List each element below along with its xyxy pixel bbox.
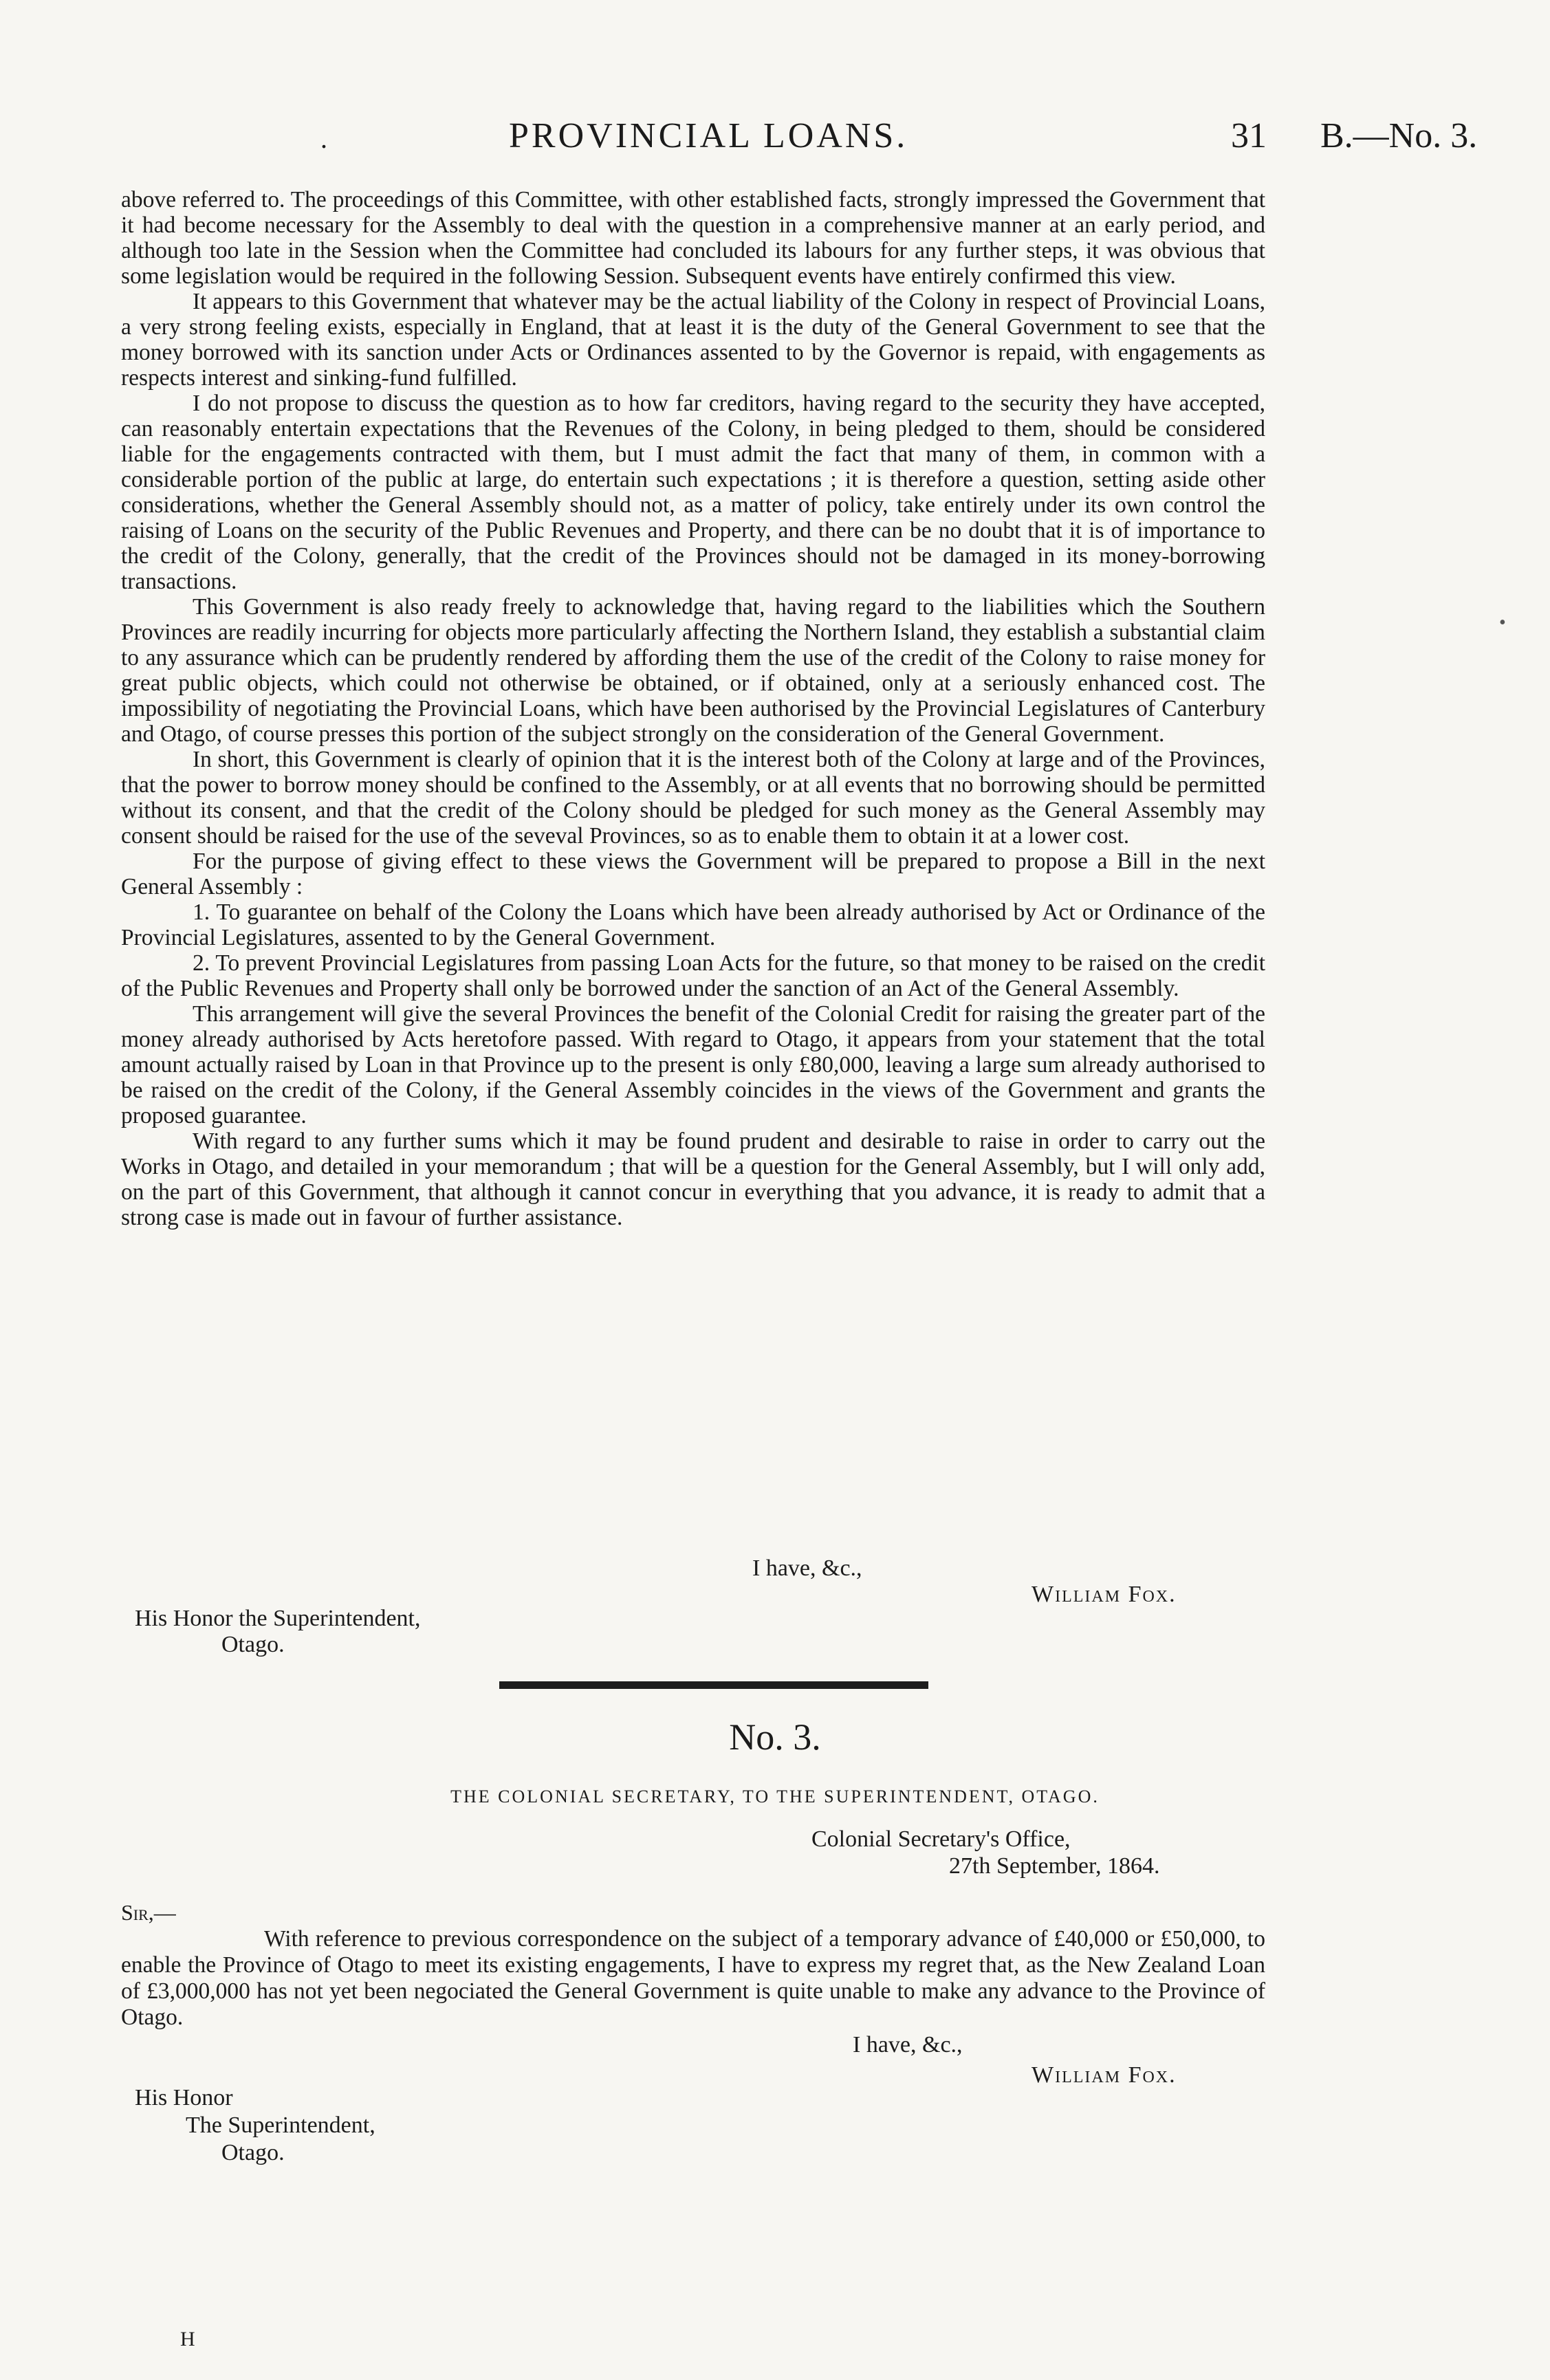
salutation: Sir,— xyxy=(121,1900,176,1925)
paragraph: For the purpose of giving effect to these views the Government will be prepared to propose a Bill in the next General Assembly : xyxy=(121,849,1265,899)
letter-3-signature: William Fox. xyxy=(1031,2062,1177,2088)
page-header xyxy=(0,116,1550,171)
letter-3-body xyxy=(121,1926,1265,2031)
letter-3-addressee-title: The Superintendent, xyxy=(186,2112,375,2138)
paragraph: This arrangement will give the several Provinces the benefit of the Colonial Credit for raising the greater part of the money already authorised by Acts heretofore passed. With regard to Otago, it appears from your statement that the total amount actually raised by Loan in that Province up to the present is only £80,000, leaving a large sum already authorised to be raised on the credit of the Colony, if the General Assembly coincides in the views of the Government and grants the proposed guarantee. xyxy=(121,1001,1265,1128)
section-rule xyxy=(499,1681,928,1689)
letter-2-signature: William Fox. xyxy=(1031,1582,1177,1607)
paragraph: above referred to. The proceedings of this Committee, with other established facts, strongly impressed the Government that it had become necessary for the Assembly to deal with the question in a comprehensive manner at an early period, and although too late in the Session when the Committee had concluded its labours for any further steps, it was obvious that some legislation would be required in the following Session. Subsequent events have entirely confirmed this view. xyxy=(121,187,1265,289)
margin-mark: • xyxy=(1499,612,1506,633)
sender-office: Colonial Secretary's Office, xyxy=(811,1826,1071,1852)
paragraph: It appears to this Government that whatever may be the actual liability of the Colony in respect of Provincial Loans, a very strong feeling exists, especially in England, that at least it is the duty of the General Government to see that the money borrowed with its sanction under Acts or Ordinances assented to by the Governor is repaid, with engagements as respects interest and sinking-fund fulfilled. xyxy=(121,289,1265,391)
letter-2-addressee: His Honor the Superintendent, xyxy=(135,1606,421,1631)
document-number: No. 3. xyxy=(729,1716,821,1758)
paragraph: This Government is also ready freely to acknowledge that, having regard to the liabilities which the Southern Provinces are readily incurring for objects more particularly affecting the Northern Island, they establish a substantial claim to any assurance which can be prudently rendered by affording them the use of the credit of the Colony to raise money for great public objects, which could not otherwise be obtained, or if obtained, only at a seriously enhanced cost. The impossibility of negotiating the Provincial Loans, which have been authorised by the Provincial Legislatures of Canterbury and Otago, of course presses this portion of the subject strongly on the consideration of the General Government. xyxy=(121,594,1265,747)
list-item: 2. To prevent Provincial Legislatures from passing Loan Acts for the future, so that money to be raised on the credit of the Public Revenues and Property shall only be borrowed under the sanction of an Act of the General Assembly. xyxy=(121,950,1265,1001)
letter-2-closing: I have, &c., xyxy=(752,1555,862,1581)
running-title: PROVINCIAL LOANS. xyxy=(509,116,908,155)
document-reference: B.—No. 3. xyxy=(1320,116,1478,155)
paragraph: With reference to previous correspondence on the subject of a temporary advance of £40,000 or £50,000, to enable the Province of Otago to meet its existing engagements, I have to express my regret that, as the New Zealand Loan of £3,000,000 has not yet been negociated the General Government is quite unable to make any advance to the Province of Otago. xyxy=(121,1926,1265,2030)
paragraph: I do not propose to discuss the question as to how far creditors, having regard to the security they have accepted, can reasonably entertain expectations that the Revenues of the Colony, in being pledged to them, should be considered liable for the engagements contracted with them, but I must admit the fact that many of them, in common with a considerable portion of the public at large, do entertain such expectations ; it is therefore a question, setting aside other considerations, whether the General Assembly should not, as a matter of policy, take entirely under its own control the raising of Loans on the security of the Public Revenues and Property, and there can be no doubt that it is of importance to the credit of the Colony, generally, that the credit of the Provinces should not be damaged in its money-borrowing transactions. xyxy=(121,391,1265,594)
letter-2-body xyxy=(121,187,1265,1230)
page-number: 31 xyxy=(1231,116,1267,155)
paragraph: With regard to any further sums which it may be found prudent and desirable to raise in order to carry out the Works in Otago, and detailed in your memorandum ; that will be a question for the General Assembly, but I will only add, on the part of this Government, that although it cannot concur in everything that you advance, it is ready to admit that a strong case is made out in favour of further assistance. xyxy=(121,1128,1265,1230)
list-item: 1. To guarantee on behalf of the Colony the Loans which have been already authorised by Act or Ordinance of the Provincial Legislatures, assented to by the General Government. xyxy=(121,899,1265,950)
letter-3-addressee: His Honor xyxy=(135,2085,233,2110)
letter-heading: THE COLONIAL SECRETARY, TO THE SUPERINTENDENT, OTAGO. xyxy=(450,1787,1100,1806)
letter-3-addressee-place: Otago. xyxy=(221,2140,285,2165)
sheet-marker: H xyxy=(180,2328,195,2350)
header-dot: . xyxy=(320,123,327,154)
letter-date: 27th September, 1864. xyxy=(949,1853,1160,1879)
letter-2-addressee-place: Otago. xyxy=(221,1632,285,1657)
paragraph: In short, this Government is clearly of opinion that it is the interest both of the Colony at large and of the Provinces, that the power to borrow money should be confined to the Assembly, or at all events that no borrowing should be permitted without its consent, and that the credit of the Colony should be pledged for such money as the General Assembly may consent should be raised for the use of the seveval Provinces, so as to enable them to obtain it at a lower cost. xyxy=(121,747,1265,849)
letter-3-closing: I have, &c., xyxy=(853,2032,963,2057)
